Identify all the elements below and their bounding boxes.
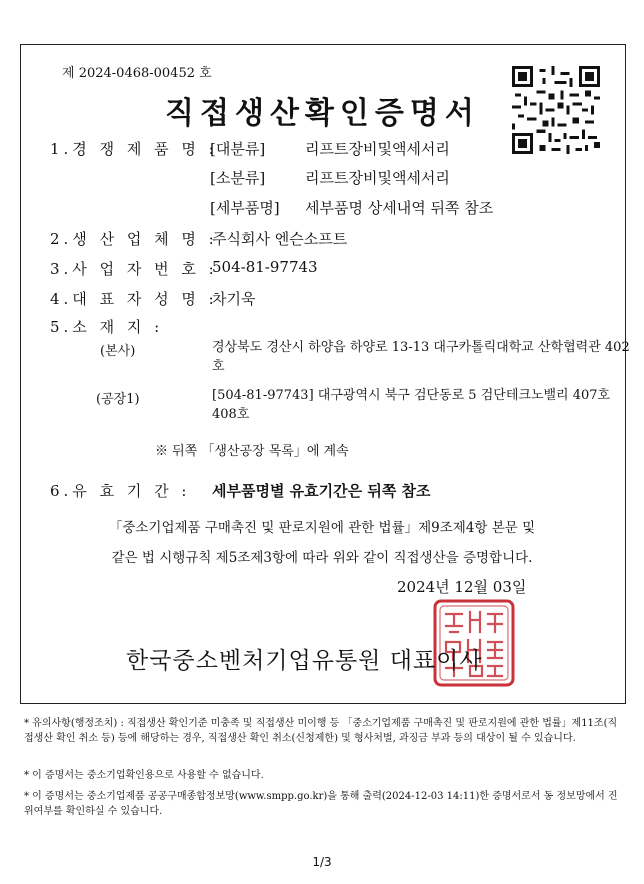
validity-value: 세부품명별 유효기간은 뒤쪽 참조: [212, 482, 431, 500]
minor-category-tag: [소분류]: [210, 169, 266, 187]
minor-category-value: 리프트장비및액세서리: [305, 169, 450, 187]
headquarters-label: (본사): [100, 344, 136, 359]
document-number: 제 2024-0468-00452 호: [62, 66, 212, 81]
ceo-label: 4.대 표 자 성 명 :: [50, 290, 218, 308]
page-title: 직접생산확인증명서: [165, 96, 480, 131]
validity-label: 6.유 효 기 간 :: [50, 482, 191, 500]
issue-date: 2024년 12월 03일: [397, 578, 527, 596]
law-text-line-2: 같은 법 시행규칙 제5조제3항에 따라 위와 같이 직접생산을 증명합니다.: [111, 550, 533, 566]
detail-item-tag: [세부품명]: [210, 199, 280, 217]
factory-label: (공장1): [96, 392, 140, 407]
business-number-value: 504-81-97743: [212, 258, 318, 276]
law-text-line-1: 「중소기업제품 구매촉진 및 판로지원에 관한 법률」제9조제4항 본문 및: [108, 520, 536, 536]
company-label: 2.생 산 업 체 명 :: [50, 230, 218, 248]
notice-item-1: * 유의사항(행정조치) : 직접생산 확인기준 미충족 및 직접생산 미이행 등 「중소기업제품 구매촉진 및 판로지원에 관한 법률」제11조(직접생산 확인 취소 등) 등에 해당하는 경우, 직접생산 확인 취소(신청제한) 및 형사처벌, 과징금 부과 등의 대상이 될 수 있습니다.: [24, 718, 618, 744]
notice-item-3: * 이 증명서는 중소기업제품 공공구매종합정보망(www.smpp.go.kr)을 통해 출력(2024-12-03 14:11)한 증명서로서 동 정보망에서 진위여부를 확인하실 수 있습니다.: [24, 791, 618, 817]
ceo-value: 차기욱: [212, 290, 256, 308]
product-label: 1.경 쟁 제 품 명 :: [50, 140, 218, 158]
location-label: 5.소 재 지 :: [50, 318, 164, 336]
notice-item-2: * 이 증명서는 중소기업확인용으로 사용할 수 없습니다.: [24, 770, 264, 781]
headquarters-address: 경상북도 경산시 하양읍 하양로 13-13 대구카톨릭대학교 산학협력관 402호: [212, 340, 630, 374]
continued-note: ※ 뒤쪽 「생산공장 목록」에 계속: [155, 444, 349, 459]
issuer-name: 한국중소벤처기업유통원 대표이사: [126, 648, 483, 674]
page-number: 1/3: [312, 855, 332, 869]
major-category-value: 리프트장비및액세서리: [305, 140, 450, 158]
business-number-label: 3.사 업 자 번 호 :: [50, 260, 218, 278]
company-value: 주식회사 엔슨소프트: [212, 230, 348, 248]
major-category-tag: [대분류]: [210, 140, 266, 158]
detail-item-value: 세부품명 상세내역 뒤쪽 참조: [305, 199, 494, 217]
factory-address: [504-81-97743] 대구광역시 북구 검단동로 5 검단테크노밸리 407호 408호: [212, 388, 611, 422]
qr-code-icon[interactable]: [512, 66, 600, 154]
